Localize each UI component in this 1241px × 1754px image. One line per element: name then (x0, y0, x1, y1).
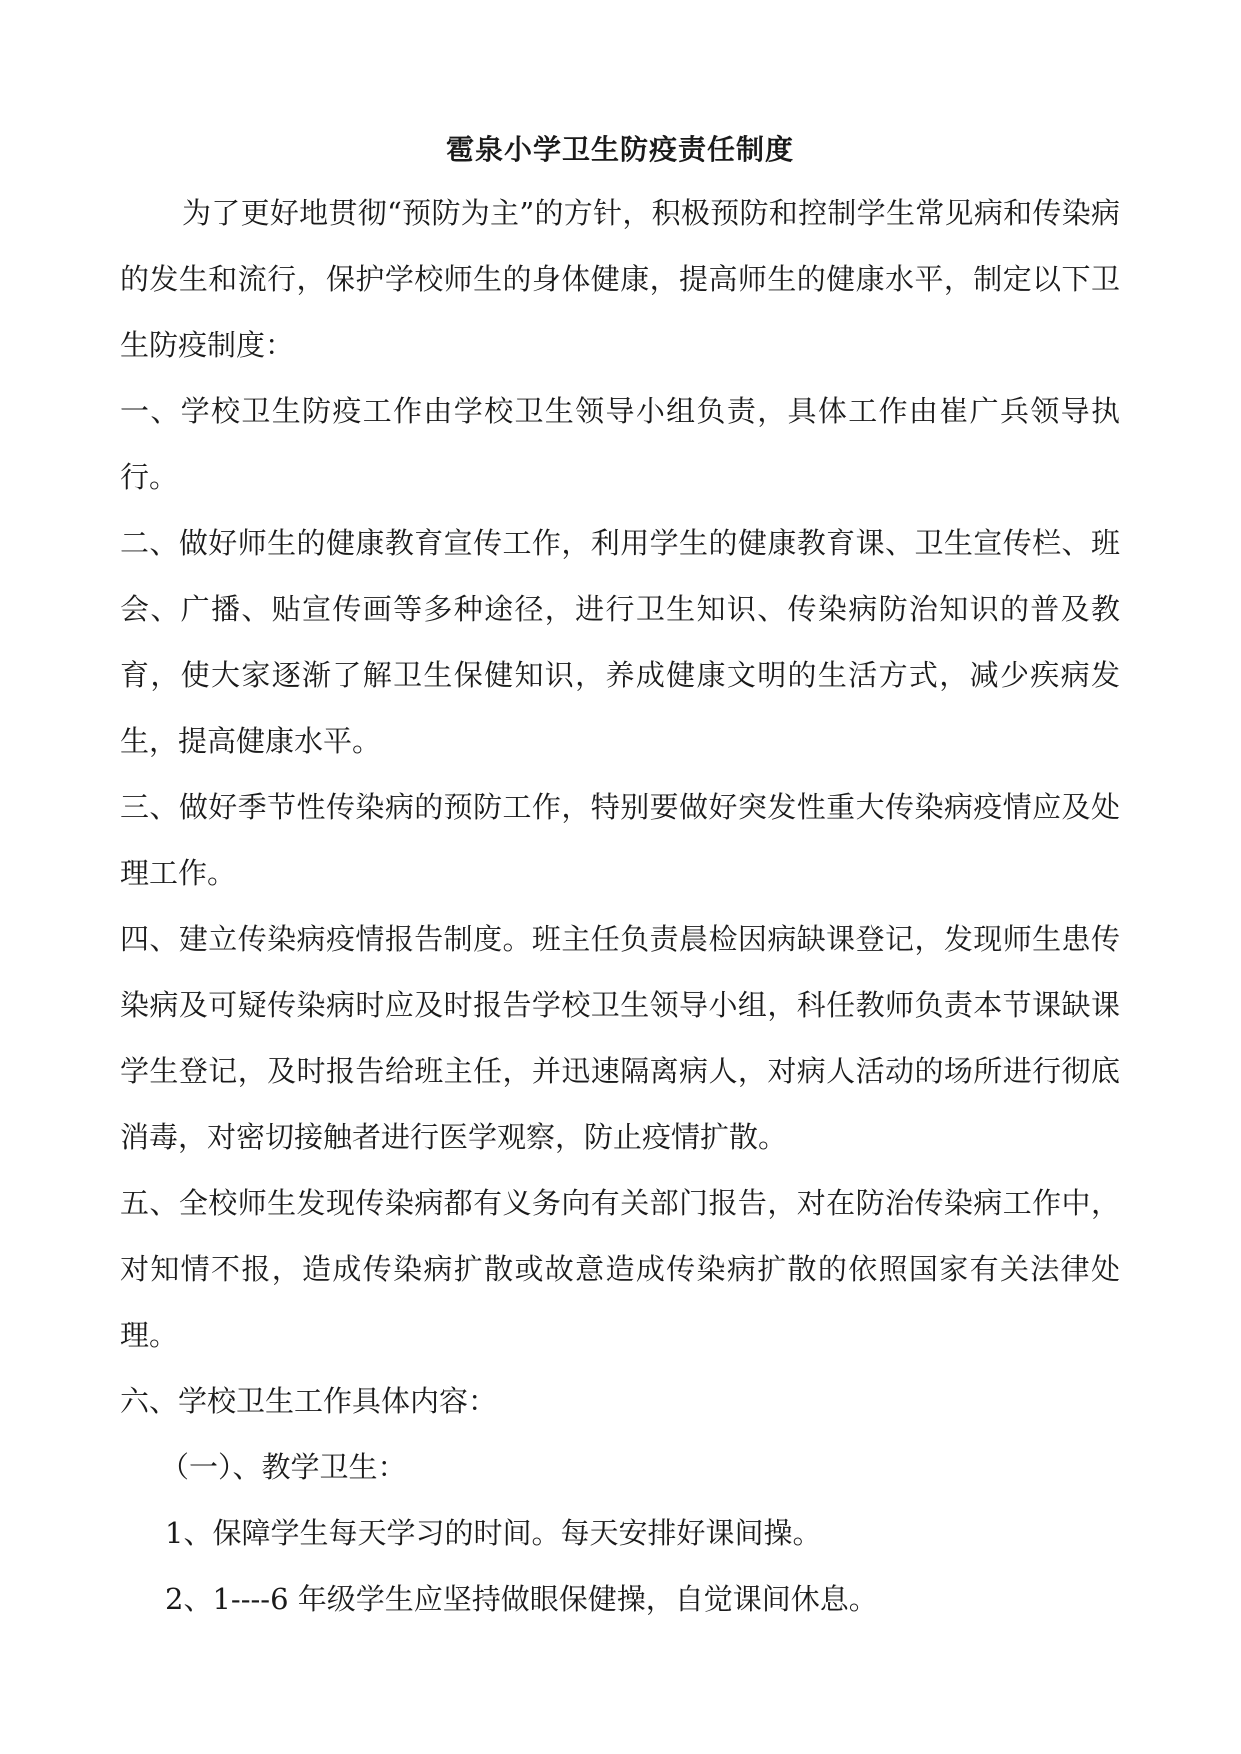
list-item: 2、1----6 年级学生应坚持做眼保健操，自觉课间休息。 (165, 1582, 878, 1616)
document-page (120, 120, 1120, 1632)
clause-2: 二、做好师生的健康教育宣传工作，利用学生的健康教育课、卫生宣传栏、班会、广播、贴宣传画等多种途径，进行卫生知识、传染病防治知识的普及教育，使大家逐渐了解卫生保健知识，养成健康文明的生活方式，减少疾病发生，提高健康水平。 (120, 526, 1120, 758)
clause-3: 三、做好季节性传染病的预防工作，特别要做好突发性重大传染病疫情应及处理工作。 (120, 790, 1120, 890)
subsection-heading: （一）、教学卫生： (160, 1450, 407, 1484)
document-title: 雹泉小学卫生防疫责任制度 (445, 133, 794, 166)
clause-6: 六、学校卫生工作具体内容： (120, 1384, 498, 1418)
list-item: 1、保障学生每天学习的时间。每天安排好课间操。 (165, 1516, 822, 1550)
clause-4: 四、建立传染病疫情报告制度。班主任负责晨检因病缺课登记，发现师生患传染病及可疑传染病时应及时报告学校卫生领导小组，科任教师负责本节课缺课学生登记，及时报告给班主任，并迅速隔离病人，对病人活动的场所进行彻底消毒，对密切接触者进行医学观察，防止疫情扩散。 (120, 922, 1120, 1154)
intro-paragraph: 为了更好地贯彻“预防为主”的方针，积极预防和控制学生常见病和传染病的发生和流行，保护学校师生的身体健康，提高师生的健康水平，制定以下卫生防疫制度： (120, 196, 1120, 362)
clause-1: 一、学校卫生防疫工作由学校卫生领导小组负责，具体工作由崔广兵领导执行。 (120, 394, 1120, 494)
clause-5: 五、全校师生发现传染病都有义务向有关部门报告，对在防治传染病工作中，对知情不报，造成传染病扩散或故意造成传染病扩散的依照国家有关法律处理。 (120, 1186, 1120, 1352)
